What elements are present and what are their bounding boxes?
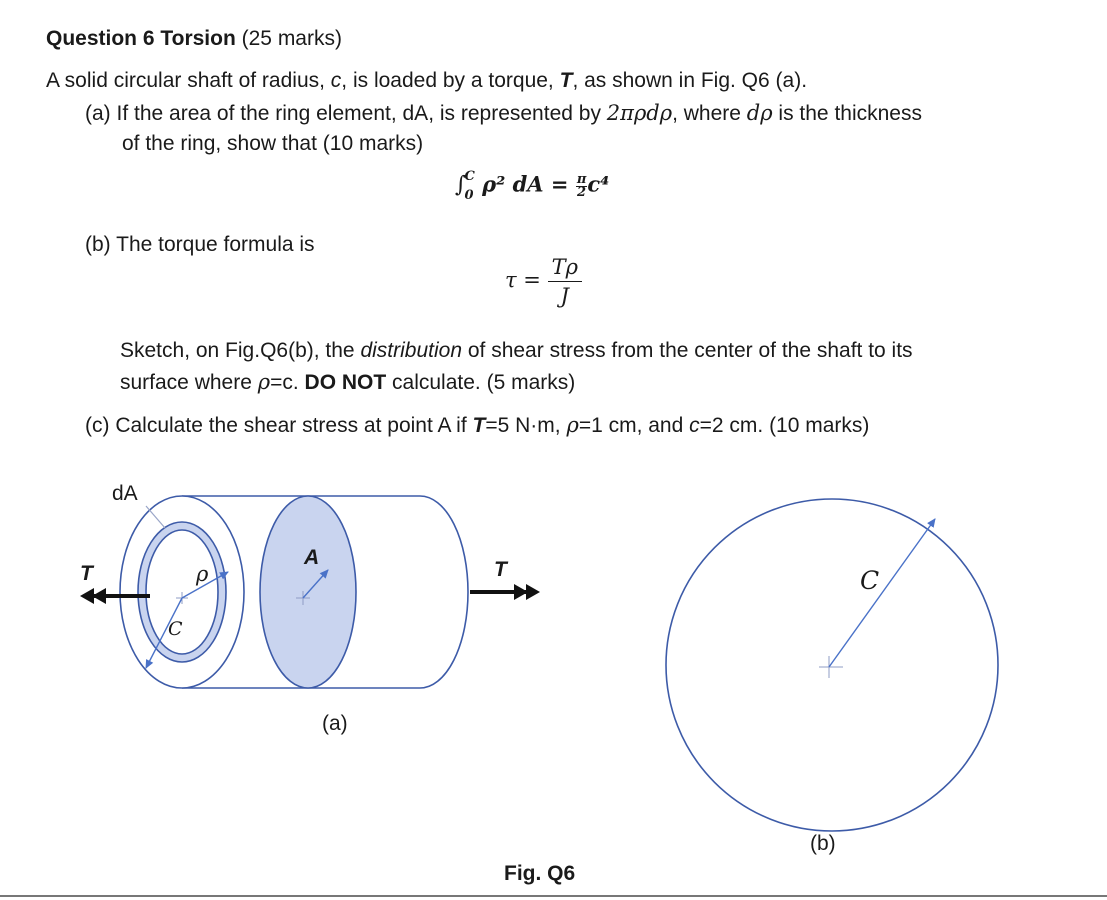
integral-equation: ∫ C 0 ρ² dA = $\frac{\pi}{2}c^4$ [455,169,610,203]
part-a-line1: (a) If the area of the ring element, dA, is represented by 2πρdρ, where dρ is the thickness [85,101,922,125]
label-C-big: C [860,566,880,595]
label-dA: dA [112,482,138,505]
part-b-sketch-line2: surface where ρ=c. DO NOT calculate. (5 marks) [120,370,576,394]
caption-a: (a) [322,712,348,735]
label-c-small: C [168,618,183,640]
shaft-section-b [666,499,998,831]
shaft-cylinder [120,496,468,688]
intro-text: A solid circular shaft of radius, c, is loaded by a torque, T, as shown in Fig. Q6 (a). [46,69,808,92]
label-rho: ρ [196,562,209,586]
question-title: Question 6 Torsion (25 marks) [46,27,342,50]
part-c-text: (c) Calculate the shear stress at point A if T=5 N·m, ρ=1 cm, and c=2 cm. (10 marks) [85,413,870,437]
label-T-right: T [494,558,507,581]
caption-fig: Fig. Q6 [504,862,576,885]
part-a-line2: of the ring, show that (10 marks) [122,132,424,155]
bottom-rule [0,895,1107,897]
torque-formula: τ = $\frac{T\rho}{J}$ [505,255,582,308]
torque-arrow-right [470,584,540,600]
label-A: A [304,546,320,569]
part-b-line1: (b) The torque formula is [85,233,315,256]
caption-b: (b) [810,832,836,855]
part-b-sketch-line1: Sketch, on Fig.Q6(b), the distribution of shear stress from the center of the shaft to its [120,339,913,362]
label-T-left: T [80,562,93,585]
